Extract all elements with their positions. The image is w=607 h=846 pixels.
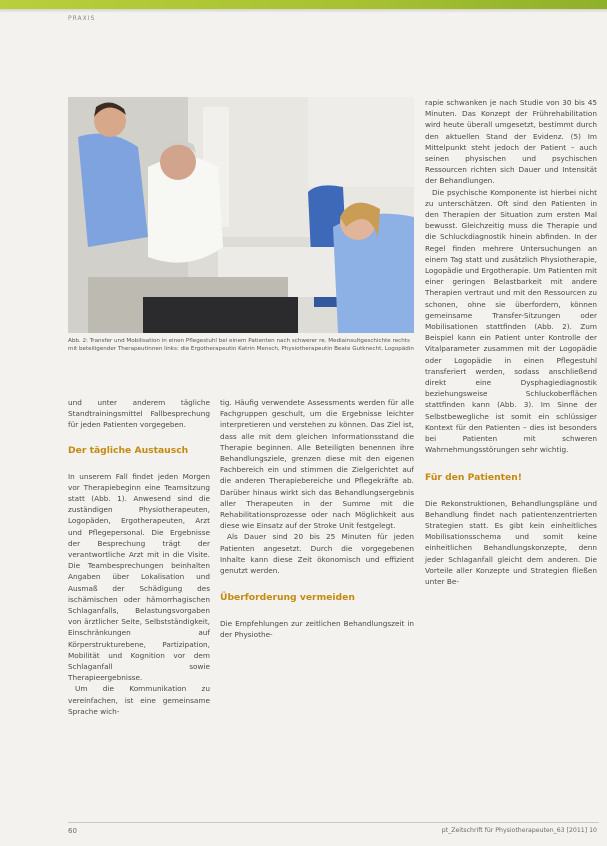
paragraph: In unserem Fall findet jeden Morgen vor Therapiebeginn eine Teamsitzung statt (Abb. 1). Anwesend sind die zuständigen Physiotherapeuten, Logopäden, Ergotherapeuten, Arzt und Pflegepersonal. Die Ergebnisse der Besprechung trägt der verantwortliche Arzt mit in die Visite. Die Teambesprechungen beinhalten Angaben über Lokalisation und Ausmaß der Schädigung des ischämischen oder hämorrhagischen Schlaganfalls, Belastungsvorgaben von ärztlicher Seite, Selbstständigkeit, Einschränkungen auf Körperstrukturebene, Partizipation, Mobilität und Kognition vor dem Schlaganfall sowie Therapieergebnisse. [68,471,210,683]
paragraph: Als Dauer sind 20 bis 25 Minuten für jeden Patienten angesetzt. Durch die vorgegebenen Inhalte kann diese Zeit ökonomisch und effizient genutzt werden. [220,532,414,576]
top-bar-shadow [0,9,607,13]
section-heading: Überforderung vermeiden [220,592,355,604]
column-3 [425,97,597,587]
paragraph: Die Empfehlungen zur zeitlichen Behandlungszeit in der Physiothe- [220,619,414,640]
photo-caption: Abb. 2: Transfer und Mobilisation in einen Pflegestuhl bei einem Patienten nach schwerer re. Mediainsultgeschichte rechts mit beteiligender Therapeutinnen links: die Ergotherapeutin Katrin Mensch, Physiotherapeutin Beate Gutknecht, Logopädin [68,338,414,353]
paragraph: Die psychische Komponente ist hierbei nicht zu unterschätzen. Oft sind den Patienten in den Therapien der Situation zum ersten Mal bewusst. Gleichzeitig muss die Therapie und die Schluckdiagnostik hinein abfinden. In der Regel finden mehrere Untersuchungen an einem Tag statt und zusätzlich Physiotherapie, Logopädie und Ergotherapie. Um Patienten mit einer geringen Belastbarkeit mit andere Therapien vertraut und mit den Ressourcen zu schonen, ohne sie überfordern, können gemeinsame Transfer-Sitzungen oder Mobilisationen stattfinden (Abb. 2). Zum Beispiel kann ein Patient unter Kontrolle der Vitalparameter zusammen mit der Logopädie oder Logopädie in einen Pflegestuhl transferiert werden, sodass anschließend direkt eine Dysphagiediagnostik beziehungsweise Schluckoberflächen stattfinden kann (Abb. 3). Im Sinne der Selbstbewegliche ist somit ein schlüssiger Kontext für den Patienten – dies ist besonders bei Patienten mit schweren Wahrnehmungsstörungen sehr wichtig. [425,187,597,455]
intro-paragraph: und unter anderem tägliche Standtrainingsmittel Fallbesprechung für jeden Patienten vorgegeben. [68,398,210,430]
section-label: PRAXIS [68,15,96,22]
top-accent-bar [0,0,607,9]
page-number: 60 [68,827,77,835]
paragraph: Die Rekonstruktionen, Behandlungspläne und Behandlung findet nach patientenzentrierten Strategien statt. Es gibt kein einheitliches Mobilisationsschema und somit keine einheitlichen Behandlungskonzepte, denn jeder Schlaganfall gleicht dem anderen. Die Vorteile aller Konzepte und Strategien fließen unter Be- [425,498,597,586]
journal-footer: pt_Zeitschrift für Physiotherapeuten_63 [2011] 10 [441,827,597,834]
section-heading: Für den Patienten! [425,471,522,483]
paragraph: tig. Häufig verwendete Assessments werden für alle Fachgruppen geschult, um die Ergebnisse leichter interpretieren und verstehen zu können. Das Ziel ist, dass alle mit dem gleichen Informationsstand die Therapie beginnen. Alle Beteiligten benennen ihre Behandlungsziele, grenzen diese mit den eigenen Fachbereich ein und stimmen die Zielgerichtet auf die anderen Therapiebereiche und Pflegekräfte ab. Darüber hinaus wirkt sich das Behandlungsergebnis aller Therapeuten in der Summe mit die Rehabilitationsprozesse oder nach Möglichkeit aus diese wie Einsatz auf der Stroke Unit festgelegt. [220,398,414,531]
footer-divider [68,822,599,823]
article-photo [68,97,414,333]
section-heading: Der tägliche Austausch [68,444,189,456]
paragraph: Um die Kommunikation zu vereinfachen, ist eine gemeinsame Sprache wich- [68,684,210,716]
column-1 [68,397,210,717]
column-2 [220,397,414,641]
paragraph: rapie schwanken je nach Studie von 30 bis 45 Minuten. Das Konzept der Frührehabilitation wird heute überall umgesetzt, bestimmt durch den aktuellen Stand der Evidenz. (5) Im Mittelpunkt steht jedoch der Patient – auch seinen physischen und psychischen Ressourcen richten sich Dauer und Intensität der Behandlungen. [425,98,597,186]
